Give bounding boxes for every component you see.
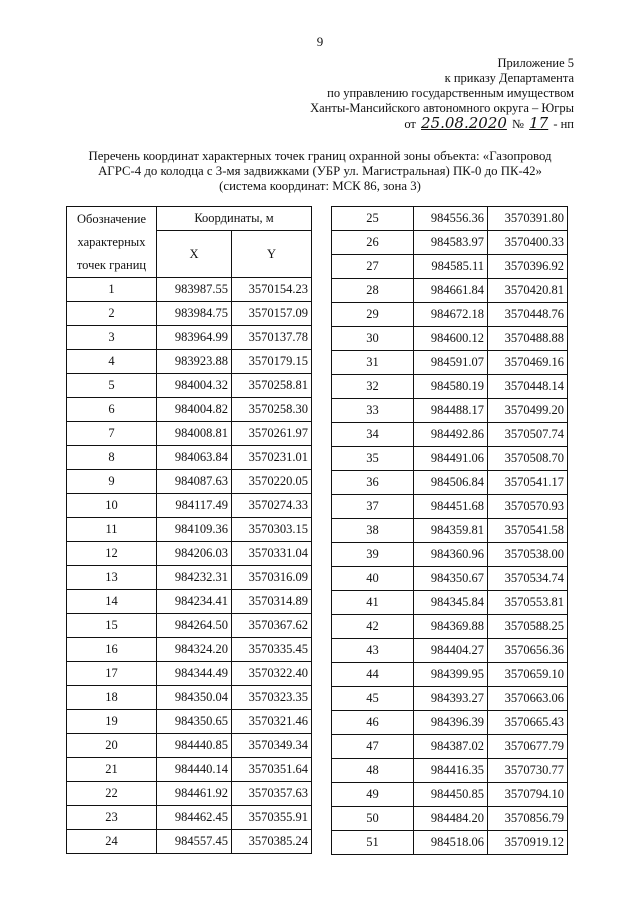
y-value: 3570274.33: [232, 494, 312, 518]
y-value: 3570588.25: [488, 615, 568, 639]
x-value: 984580.19: [414, 375, 488, 399]
point-number: 46: [332, 711, 414, 735]
x-value: 984440.14: [157, 758, 232, 782]
x-value: 984350.67: [414, 567, 488, 591]
table-row: [332, 255, 568, 279]
x-value: 984488.17: [414, 399, 488, 423]
point-number: 21: [67, 758, 157, 782]
table-row: [67, 734, 312, 758]
y-value: 3570488.88: [488, 327, 568, 351]
point-number: 40: [332, 567, 414, 591]
x-value: 984234.41: [157, 590, 232, 614]
point-number: 5: [67, 374, 157, 398]
y-value: 3570391.80: [488, 207, 568, 231]
table-row: [332, 567, 568, 591]
appendix-line: по управлению государственным имуществом: [327, 86, 574, 100]
y-value: 3570367.62: [232, 614, 312, 638]
point-number: 45: [332, 687, 414, 711]
y-value: 3570154.23: [232, 278, 312, 302]
table-row: [332, 375, 568, 399]
table-row: [332, 231, 568, 255]
y-value: 3570420.81: [488, 279, 568, 303]
y-value: 3570231.01: [232, 446, 312, 470]
table-row: [332, 615, 568, 639]
table-row: [332, 495, 568, 519]
point-number: 43: [332, 639, 414, 663]
x-value: 984462.45: [157, 806, 232, 830]
point-number: 13: [67, 566, 157, 590]
x-value: 984518.06: [414, 831, 488, 855]
x-value: 984324.20: [157, 638, 232, 662]
point-number: 31: [332, 351, 414, 375]
y-value: 3570794.10: [488, 783, 568, 807]
point-number: 32: [332, 375, 414, 399]
table-row: [332, 519, 568, 543]
x-value: 984491.06: [414, 447, 488, 471]
point-number: 7: [67, 422, 157, 446]
x-value: 984451.68: [414, 495, 488, 519]
x-value: 984063.84: [157, 446, 232, 470]
point-number: 8: [67, 446, 157, 470]
table-row: [332, 543, 568, 567]
y-value: 3570541.17: [488, 471, 568, 495]
table-row: [332, 735, 568, 759]
designation-header: [67, 207, 157, 278]
appendix-line: Приложение 5: [497, 56, 574, 70]
y-value: 3570137.78: [232, 326, 312, 350]
point-number: 23: [67, 806, 157, 830]
y-value: 3570656.36: [488, 639, 568, 663]
x-value: 984556.36: [414, 207, 488, 231]
y-value: 3570351.64: [232, 758, 312, 782]
x-value: 984450.85: [414, 783, 488, 807]
y-value: 3570499.20: [488, 399, 568, 423]
table-row: [67, 590, 312, 614]
x-value: 984206.03: [157, 542, 232, 566]
table-row: [332, 303, 568, 327]
order-suffix: - нп: [553, 117, 574, 131]
point-number: 22: [67, 782, 157, 806]
x-value: 984557.45: [157, 830, 232, 854]
table-row: [332, 447, 568, 471]
x-value: 984585.11: [414, 255, 488, 279]
point-number: 16: [67, 638, 157, 662]
point-number: 27: [332, 255, 414, 279]
y-value: 3570303.15: [232, 518, 312, 542]
table-row: [332, 759, 568, 783]
x-value: 984591.07: [414, 351, 488, 375]
table-row: [67, 542, 312, 566]
table-row: [67, 278, 312, 302]
y-value: 3570469.16: [488, 351, 568, 375]
point-number: 20: [67, 734, 157, 758]
order-prefix: от: [404, 117, 416, 131]
x-value: 984232.31: [157, 566, 232, 590]
table-row: [67, 302, 312, 326]
y-value: 3570508.70: [488, 447, 568, 471]
x-value: 984008.81: [157, 422, 232, 446]
y-value: 3570448.14: [488, 375, 568, 399]
table-row: [332, 423, 568, 447]
appendix-line: к приказу Департамента: [444, 71, 574, 85]
y-value: 3570396.92: [488, 255, 568, 279]
appendix-header: [310, 56, 574, 132]
designation-header-line: Обозначение: [76, 212, 147, 226]
point-number: 24: [67, 830, 157, 854]
x-value: 984396.39: [414, 711, 488, 735]
x-value: 984393.27: [414, 687, 488, 711]
point-number: 28: [332, 279, 414, 303]
y-value: 3570220.05: [232, 470, 312, 494]
y-value: 3570663.06: [488, 687, 568, 711]
y-value: 3570314.89: [232, 590, 312, 614]
point-number: 9: [67, 470, 157, 494]
designation-header-line: точек границ: [76, 258, 147, 272]
y-value: 3570261.97: [232, 422, 312, 446]
x-value: 984360.96: [414, 543, 488, 567]
x-value: 984004.82: [157, 398, 232, 422]
x-value: 984440.85: [157, 734, 232, 758]
table-row: [67, 446, 312, 470]
point-number: 51: [332, 831, 414, 855]
appendix-line: Ханты-Мансийского автономного округа – Югры: [310, 101, 574, 115]
x-value: 984369.88: [414, 615, 488, 639]
point-number: 36: [332, 471, 414, 495]
y-value: 3570507.74: [488, 423, 568, 447]
point-number: 6: [67, 398, 157, 422]
x-value: 984404.27: [414, 639, 488, 663]
table-row: [67, 470, 312, 494]
point-number: 3: [67, 326, 157, 350]
point-number: 48: [332, 759, 414, 783]
x-value: 984461.92: [157, 782, 232, 806]
table-row: [332, 687, 568, 711]
table-row: [332, 279, 568, 303]
y-value: 3570856.79: [488, 807, 568, 831]
document-title: [0, 149, 640, 194]
point-number: 44: [332, 663, 414, 687]
table-row: [67, 686, 312, 710]
table-row: [67, 710, 312, 734]
table-row: [67, 614, 312, 638]
y-value: 3570538.00: [488, 543, 568, 567]
x-value: 984109.36: [157, 518, 232, 542]
y-value: 3570534.74: [488, 567, 568, 591]
y-value: 3570157.09: [232, 302, 312, 326]
point-number: 34: [332, 423, 414, 447]
point-number: 10: [67, 494, 157, 518]
order-number-label: №: [512, 117, 524, 131]
y-value: 3570355.91: [232, 806, 312, 830]
y-value: 3570258.30: [232, 398, 312, 422]
point-number: 17: [67, 662, 157, 686]
point-number: 29: [332, 303, 414, 327]
designation-header-line: характерных: [77, 235, 146, 249]
table-row: [67, 662, 312, 686]
table-row: [332, 663, 568, 687]
table-row: [332, 207, 568, 231]
table-row: [332, 399, 568, 423]
point-number: 42: [332, 615, 414, 639]
point-number: 30: [332, 327, 414, 351]
y-value: 3570316.09: [232, 566, 312, 590]
x-header: X: [157, 231, 232, 278]
table-row: [67, 494, 312, 518]
y-value: 3570541.58: [488, 519, 568, 543]
x-value: 983987.55: [157, 278, 232, 302]
table-row: [332, 351, 568, 375]
y-value: 3570659.10: [488, 663, 568, 687]
point-number: 12: [67, 542, 157, 566]
y-value: 3570179.15: [232, 350, 312, 374]
x-value: 984264.50: [157, 614, 232, 638]
x-value: 984345.84: [414, 591, 488, 615]
x-value: 984344.49: [157, 662, 232, 686]
point-number: 4: [67, 350, 157, 374]
table-row: [67, 518, 312, 542]
x-value: 983984.75: [157, 302, 232, 326]
x-value: 984004.32: [157, 374, 232, 398]
table-row: [67, 398, 312, 422]
x-value: 984350.04: [157, 686, 232, 710]
x-value: 984117.49: [157, 494, 232, 518]
point-number: 47: [332, 735, 414, 759]
point-number: 14: [67, 590, 157, 614]
point-number: 25: [332, 207, 414, 231]
table-row: [332, 591, 568, 615]
point-number: 19: [67, 710, 157, 734]
y-value: 3570349.34: [232, 734, 312, 758]
x-value: 984350.65: [157, 710, 232, 734]
y-value: 3570357.63: [232, 782, 312, 806]
y-value: 3570553.81: [488, 591, 568, 615]
point-number: 33: [332, 399, 414, 423]
point-number: 15: [67, 614, 157, 638]
table-row: [332, 711, 568, 735]
order-number: 17: [529, 114, 549, 132]
x-value: 984416.35: [414, 759, 488, 783]
y-value: 3570385.24: [232, 830, 312, 854]
x-value: 984087.63: [157, 470, 232, 494]
x-value: 984506.84: [414, 471, 488, 495]
point-number: 41: [332, 591, 414, 615]
table-row: [332, 327, 568, 351]
table-row: [67, 758, 312, 782]
point-number: 50: [332, 807, 414, 831]
y-value: 3570665.43: [488, 711, 568, 735]
coordinates-table-right: [331, 206, 568, 855]
order-date: 25.08.2020: [421, 114, 507, 132]
x-value: 984661.84: [414, 279, 488, 303]
table-row: [332, 471, 568, 495]
point-number: 49: [332, 783, 414, 807]
title-line: (система координат: МСК 86, зона 3): [219, 179, 421, 193]
y-value: 3570400.33: [488, 231, 568, 255]
coordinates-header: Координаты, м: [157, 207, 312, 231]
table-row: [67, 638, 312, 662]
point-number: 38: [332, 519, 414, 543]
y-value: 3570677.79: [488, 735, 568, 759]
table-row: [332, 639, 568, 663]
point-number: 35: [332, 447, 414, 471]
x-value: 983964.99: [157, 326, 232, 350]
x-value: 984600.12: [414, 327, 488, 351]
table-row: [67, 422, 312, 446]
point-number: 1: [67, 278, 157, 302]
point-number: 18: [67, 686, 157, 710]
table-row: [67, 806, 312, 830]
point-number: 39: [332, 543, 414, 567]
y-value: 3570323.35: [232, 686, 312, 710]
x-value: 984387.02: [414, 735, 488, 759]
point-number: 37: [332, 495, 414, 519]
y-value: 3570331.04: [232, 542, 312, 566]
point-number: 2: [67, 302, 157, 326]
point-number: 26: [332, 231, 414, 255]
table-row: [332, 831, 568, 855]
page-number: 9: [316, 34, 324, 49]
order-line: [310, 116, 574, 132]
x-value: 984672.18: [414, 303, 488, 327]
x-value: 984583.97: [414, 231, 488, 255]
table-row: [67, 374, 312, 398]
y-value: 3570258.81: [232, 374, 312, 398]
y-value: 3570730.77: [488, 759, 568, 783]
title-line: Перечень координат характерных точек границ охранной зоны объекта: «Газопровод: [88, 149, 552, 163]
table-row: [67, 350, 312, 374]
table-row: [67, 326, 312, 350]
table-row: [67, 566, 312, 590]
table-row: [67, 782, 312, 806]
y-value: 3570919.12: [488, 831, 568, 855]
table-row: [332, 807, 568, 831]
point-number: 11: [67, 518, 157, 542]
title-line: АГРС-4 до колодца с 3-мя задвижками (УБР ул. Магистральная) ПК-0 до ПК-42»: [98, 164, 542, 178]
table-row: [67, 830, 312, 854]
x-value: 984492.86: [414, 423, 488, 447]
x-value: 984359.81: [414, 519, 488, 543]
x-value: 984399.95: [414, 663, 488, 687]
y-value: 3570448.76: [488, 303, 568, 327]
coordinates-table-left: [66, 206, 312, 854]
y-value: 3570321.46: [232, 710, 312, 734]
y-value: 3570322.40: [232, 662, 312, 686]
x-value: 983923.88: [157, 350, 232, 374]
table-row: [332, 783, 568, 807]
y-header: Y: [232, 231, 312, 278]
x-value: 984484.20: [414, 807, 488, 831]
y-value: 3570335.45: [232, 638, 312, 662]
y-value: 3570570.93: [488, 495, 568, 519]
